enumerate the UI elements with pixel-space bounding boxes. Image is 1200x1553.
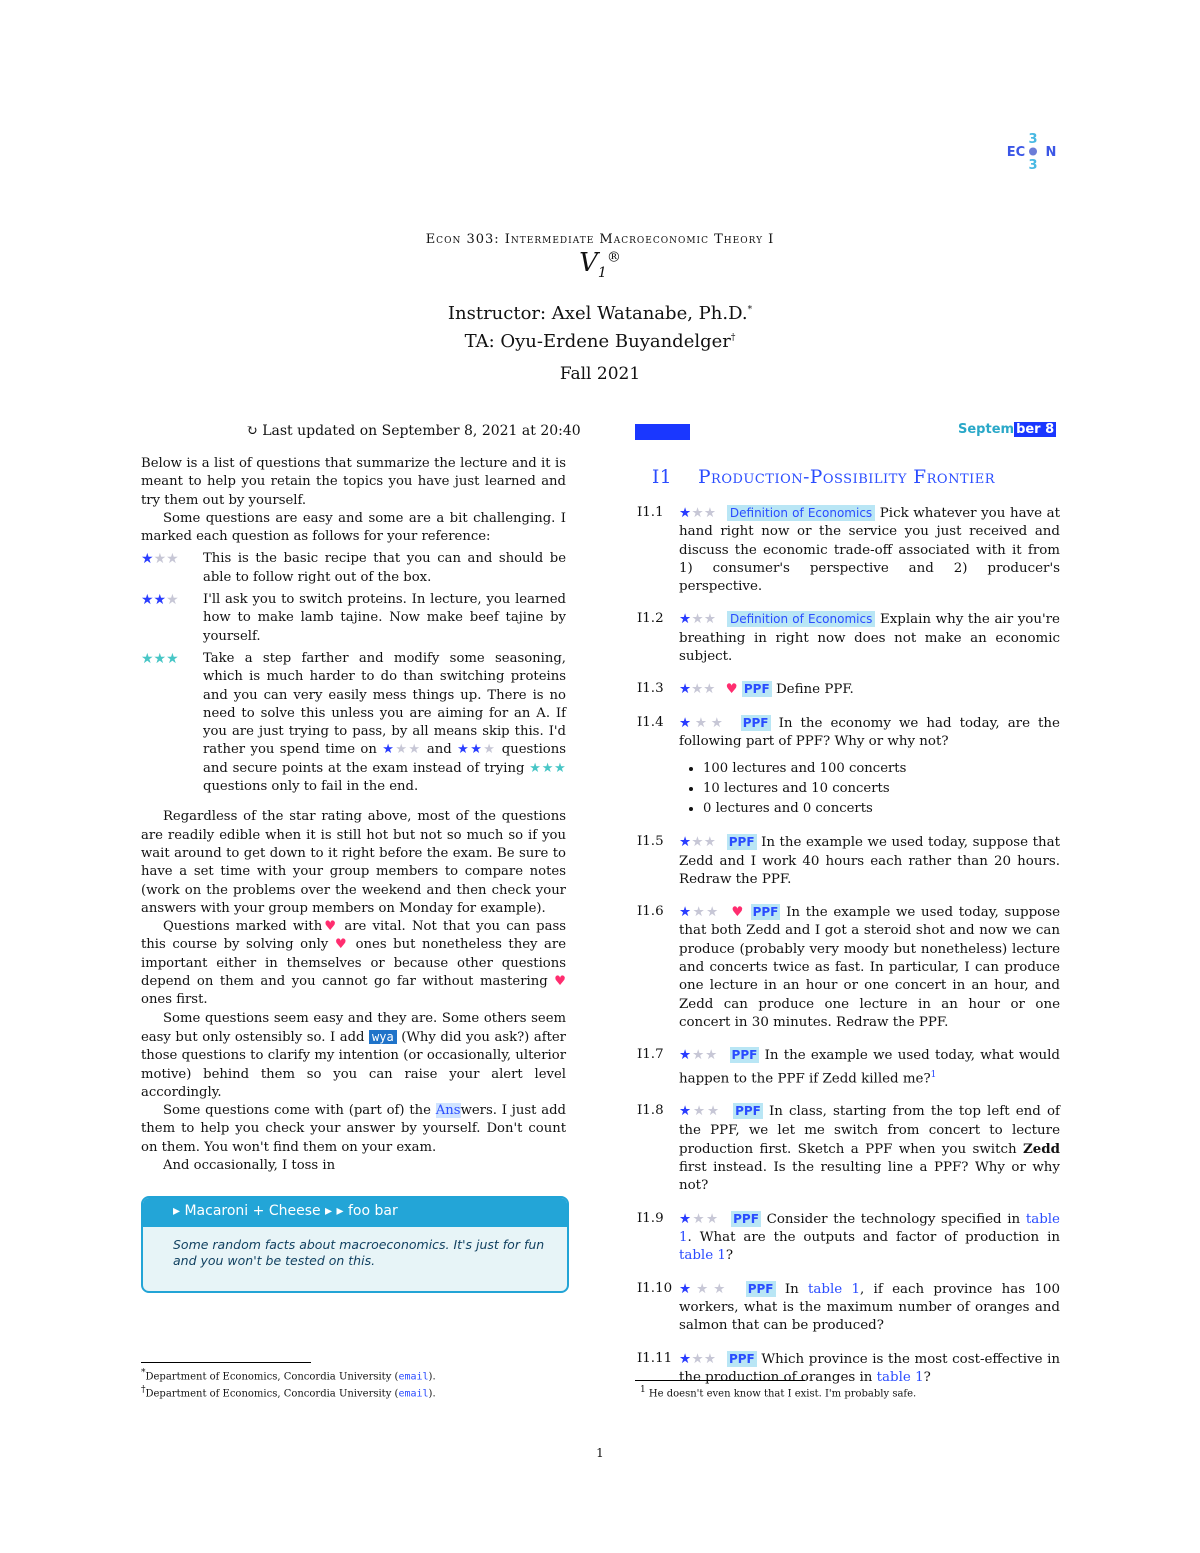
difficulty-stars-icon: ★★★ xyxy=(679,904,720,921)
question-number: I1.6 xyxy=(637,904,664,920)
three-star-icon: ★★★ xyxy=(141,650,179,667)
question-item xyxy=(637,1210,1060,1266)
question-text: ★★★ PPF In class, starting from the top left end of the PPF, we let me switch from concert to lecture production first. Sketch a PPF when you switch Zedd first instead. Is the resulting line a PPF? Why or why not? xyxy=(679,1103,1060,1194)
question-number: I1.11 xyxy=(637,1350,673,1366)
page-number: 1 xyxy=(596,1446,604,1460)
heart-icon: ♥ xyxy=(731,905,745,921)
section-heading xyxy=(652,467,995,488)
difficulty-stars-icon: ★★★ xyxy=(679,1350,717,1367)
question-item xyxy=(637,680,1060,699)
inline-two-star-icon: ★★★ xyxy=(457,742,497,758)
last-updated xyxy=(246,423,581,439)
question-item xyxy=(637,610,1060,666)
instructor-name: Instructor: Axel Watanabe, Ph.D. xyxy=(447,303,748,324)
topic-tag: PPF xyxy=(752,905,779,920)
table-link[interactable]: table 1 xyxy=(679,1211,1060,1246)
question-text: ★★★ PPF In the example we used today, suppose that Zedd and I work 40 hours each rather than 20 hours. Redraw the PPF. xyxy=(679,834,1060,887)
difficulty-stars-icon: ★★★ xyxy=(679,1103,721,1120)
term-label: Fall 2021 xyxy=(559,364,641,384)
intro-paragraph-6: Some questions come with (part of) the Answers. I just add them to help you check your answer by yourself. Don't count on them. You won't find them on your exam. xyxy=(141,1103,566,1155)
question-number: I1.2 xyxy=(637,611,664,627)
difficulty-stars-icon: ★★★ xyxy=(679,714,727,731)
rating-row-three-star xyxy=(141,650,566,796)
footnote-divider-right xyxy=(635,1380,805,1381)
difficulty-stars-icon: ★★★ xyxy=(679,505,717,521)
date-label-prefix: Septem xyxy=(958,422,1015,437)
section-number: I1 xyxy=(652,467,673,488)
heart-icon: ♥ xyxy=(322,919,339,935)
difficulty-stars-icon: ★★★ xyxy=(679,834,717,851)
topic-tag: Definition of Economics xyxy=(727,505,875,521)
inline-one-star-icon: ★★★ xyxy=(382,742,422,758)
heart-icon: ♥ xyxy=(334,937,350,953)
bullet-list xyxy=(679,759,1060,819)
intro-column xyxy=(141,455,566,1175)
question-item xyxy=(637,1350,1060,1388)
question-item xyxy=(637,1046,1060,1088)
rating-row-two-star xyxy=(141,591,566,646)
table-link[interactable]: table 1 xyxy=(679,1248,726,1264)
intro-paragraph-4: Questions marked with♥ are vital. Not that you can pass this course by solving only ♥ ones but nonetheless they are important either in themselves or because other questions depend on them and you cannot go far without mastering ♥ ones first. xyxy=(141,919,567,1008)
question-number: I1.10 xyxy=(637,1280,673,1296)
topic-tag: PPF xyxy=(747,1281,774,1296)
footnote-divider-left xyxy=(141,1362,311,1363)
version-letter: V xyxy=(579,248,598,278)
email-link[interactable]: email xyxy=(398,1388,429,1400)
question-text: ★★★ Definition of Economics Explain why the air you're breathing in right now does not make an economic subject. xyxy=(679,611,1060,665)
question-text: ★★★ PPF Consider the technology specified in table 1. What are the outputs and factor of production in table 1? xyxy=(679,1210,1060,1264)
question-text: ★★★ ♥ PPF Define PPF. xyxy=(679,681,854,698)
authors-block xyxy=(0,298,1200,354)
ta-footnote-mark[interactable]: † xyxy=(730,333,736,343)
heart-icon: ♥ xyxy=(554,974,566,990)
difficulty-stars-icon: ★★★ xyxy=(679,681,716,698)
questions-list xyxy=(637,504,1060,1401)
rating-one-desc: This is the basic recipe that you can and should be able to follow right out of the box. xyxy=(203,551,566,585)
logo-center-dot xyxy=(1029,148,1037,156)
list-item: • 100 lectures and 100 concerts xyxy=(703,759,1060,779)
section-title: Production-Possibility Frontier xyxy=(698,467,996,488)
two-star-icon: ★★★ xyxy=(141,592,179,609)
date-label xyxy=(958,422,1056,437)
answers-highlight: Ans xyxy=(435,1103,461,1119)
rating-three-desc: Take a step farther and modify some seasoning, which is much harder to do than switching proteins and you can very easily mess things up. There is no need to solve this unless you are aiming for an A. If you are just trying to pass, by all means skip this. I'd rather you spend time on ★★★ and ★★★ questions and secure points at the exam instead of trying ★★★ questions only to fail in the end. xyxy=(203,650,566,795)
logo-middle-right: N xyxy=(1045,145,1057,160)
question-item xyxy=(637,903,1060,1032)
inline-three-star-icon: ★★★ xyxy=(529,760,566,776)
rating-two-desc: I'll ask you to switch proteins. In lecture, you learned how to make lamb tajine. Now make beef tajine by yourself. xyxy=(203,592,566,644)
question-item xyxy=(637,714,1060,820)
question-text: ★★★ PPF In table 1, if each province has 100 workers, what is the maximum number of oranges and salmon that can be produced? xyxy=(679,1280,1060,1334)
list-item: • 10 lectures and 10 concerts xyxy=(703,779,1060,799)
question-number: I1.3 xyxy=(637,681,664,697)
topic-tag: PPF xyxy=(731,1048,758,1063)
question-text: ★★★ PPF In the economy we had today, are the following part of PPF? Why or why not? • 100 lectures and 100 concerts • 10 lectures and 10 concerts • 0 lectures and 0 concerts xyxy=(679,714,1060,820)
refresh-icon: ↻ xyxy=(246,423,258,439)
list-item: • 0 lectures and 0 concerts xyxy=(703,799,1060,819)
version-label xyxy=(0,248,1200,281)
topic-tag: PPF xyxy=(735,1104,761,1119)
difficulty-stars-icon: ★★★ xyxy=(679,1280,731,1297)
course-title: Econ 303: Intermediate Macroeconomic Theory I xyxy=(425,232,775,247)
one-star-icon: ★★★ xyxy=(141,551,179,568)
ta-name: TA: Oyu-Erdene Buyandelger xyxy=(464,331,731,352)
table-link[interactable]: table 1 xyxy=(876,1369,924,1385)
intro-paragraph-3: Regardless of the star rating above, most of the questions are readily edible when it is still hot but not so much so if you wait around to get down to it right before the exam. Be sure to have a set time with your group members to compare notes (work on the problems over the weekend and then check your answers with your group members on Monday for example). xyxy=(141,809,566,916)
question-text: ★★★ Definition of Economics Pick whatever you have at hand right now or the service you just received and discuss the economic trade-off associated with it from 1) consumer's perspective and 2) producer's perspective. xyxy=(679,505,1060,595)
logo-top-digit: 3 xyxy=(1028,132,1038,147)
email-link[interactable]: email xyxy=(398,1371,429,1383)
question-item xyxy=(637,504,1060,596)
instructor-line xyxy=(0,298,1200,326)
question-number: I1.4 xyxy=(637,714,664,730)
logo-bottom-digit: 3 xyxy=(1028,158,1038,173)
intro-paragraph-2: Some questions are easy and some are a bit challenging. I marked each question as follows for your reference: xyxy=(141,510,566,545)
difficulty-stars-icon: ★★★ xyxy=(679,1047,719,1064)
rating-row-one-star xyxy=(141,550,566,587)
question-number: I1.7 xyxy=(637,1047,664,1063)
topic-tag: PPF xyxy=(733,1211,759,1226)
question-number: I1.1 xyxy=(637,505,664,520)
instructor-footnote-mark[interactable]: * xyxy=(747,305,753,315)
question-item xyxy=(637,833,1060,889)
topic-tag: PPF xyxy=(728,835,755,850)
date-label-highlighted: ber 8 xyxy=(1016,422,1055,437)
intro-paragraph-5: Some questions seem easy and they are. Some others seem easy but only ostensibly so. I add wya (Why did you ask?) after those questions to clarify my intention (or occasionally, ulterior motive) behind them so you can raise your alert level accordingly. xyxy=(141,1010,566,1100)
question-number: I1.8 xyxy=(637,1103,664,1119)
header-color-bar xyxy=(635,424,690,440)
topic-tag: Definition of Economics xyxy=(727,611,875,627)
footnote-mark[interactable]: 1 xyxy=(930,1069,937,1080)
difficulty-stars-icon: ★★★ xyxy=(679,1210,720,1227)
fun-fact-box xyxy=(141,1196,569,1293)
version-number: 1 xyxy=(597,265,607,282)
topic-tag: PPF xyxy=(743,682,770,697)
footnote-1: $^1$ He doesn't even know that I exist. I'm probably safe. xyxy=(640,1385,917,1400)
intro-paragraph-1: Below is a list of questions that summarize the lecture and it is meant to help you retain the topics you have just learned and try them out by yourself. xyxy=(141,456,566,508)
question-text: ★★★ PPF Which province is the most cost-effective in the production of oranges in table 1? xyxy=(679,1350,1061,1385)
fun-fact-box-header: ▸ Macaroni + Cheese ▸ ▸ foo bar xyxy=(143,1198,567,1227)
question-text: ★★★ ♥ PPF In the example we used today, suppose that both Zedd and I got a steroid shot and now we can produce (probably very moody but nonetheless) lecture and concerts twice as fast. In particular, I can produce one lecture in an hour or one concert in an hour, and Zedd can produce one lecture in an hour or one concert in 30 minutes. Redraw the PPF. xyxy=(679,904,1060,1030)
logo-middle-left: EC xyxy=(1006,145,1026,160)
question-number: I1.5 xyxy=(637,834,664,850)
difficulty-stars-icon: ★★★ xyxy=(679,611,717,628)
topic-tag: PPF xyxy=(742,715,769,730)
econ-303-logo xyxy=(1002,130,1062,174)
intro-paragraph-7: And occasionally, I toss in xyxy=(163,1157,336,1173)
wya-tag: wya xyxy=(369,1030,397,1044)
footnote-instructor: *Department of Economics, Concordia University (email). xyxy=(141,1368,436,1383)
fun-fact-box-body: Some random facts about macroeconomics. It's just for fun and you won't be tested on this. xyxy=(173,1237,545,1268)
table-link[interactable]: table 1 xyxy=(808,1281,860,1297)
question-item xyxy=(637,1102,1060,1195)
last-updated-text: Last updated on September 8, 2021 at 20:40 xyxy=(262,423,581,439)
question-item xyxy=(637,1280,1060,1336)
heart-icon: ♥ xyxy=(725,682,738,698)
ta-line xyxy=(0,326,1200,354)
question-text: ★★★ PPF In the example we used today, what would happen to the PPF if Zedd killed me?$^1$ xyxy=(679,1047,1060,1086)
topic-tag: PPF xyxy=(728,1351,755,1366)
version-mark: ® xyxy=(606,249,621,266)
question-number: I1.9 xyxy=(637,1210,664,1226)
footnote-ta: †Department of Economics, Concordia University (email). xyxy=(141,1385,436,1400)
